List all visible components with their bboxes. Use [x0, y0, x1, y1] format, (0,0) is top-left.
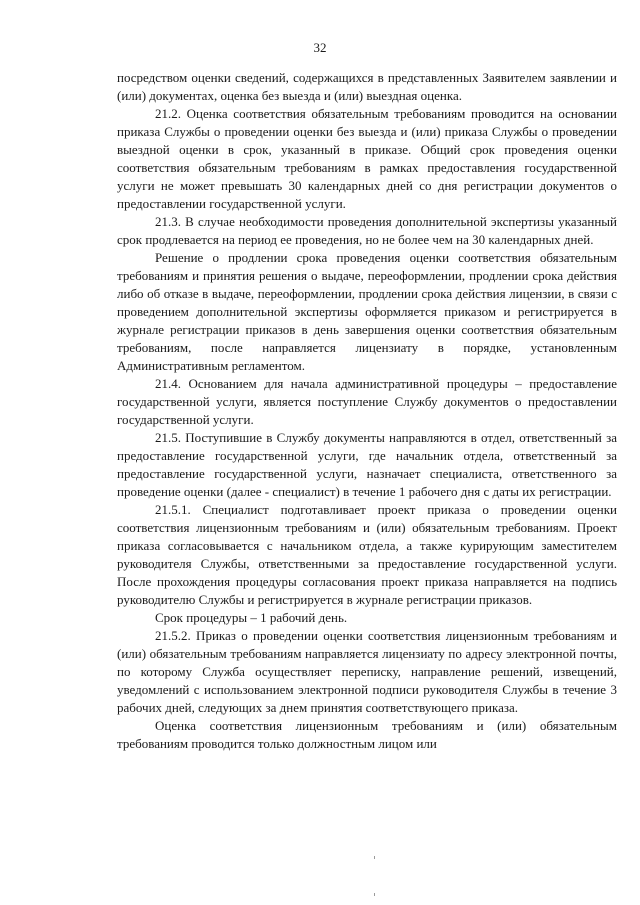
paragraph: Срок процедуры – 1 рабочий день.	[155, 610, 348, 625]
scan-speck	[374, 893, 375, 896]
scan-speck	[374, 856, 375, 859]
document-body	[117, 69, 617, 753]
paragraph: Решение о продлении срока проведения оценки соответствия обязательным требованиям и принятия решения о выдаче, переоформлении, продлении срока действия либо об отказе в выдаче, переоформлении, продлении срока действия лицензии, в связи с проведением дополнительной экспертизы оформляется приказом и регистрируется в журнале регистрации приказов в день завершения оценки соответствия обязательным требованиям, после направляется лицензиату в порядке, установленным Административным регламентом.	[117, 250, 617, 373]
paragraph: 21.5.1. Специалист подготавливает проект приказа о проведении оценки соответствия лицензионным требованиям и (или) обязательным требованиям. Проект приказа согласовывается с начальником отдела, а также курирующим заместителем руководителя Службы, ответственными за предоставление государственной услуги. После прохождения процедуры согласования проект приказа направляется на подпись руководителю Службы и регистрируется в журнале регистрации приказов.	[117, 502, 617, 607]
paragraph: Оценка соответствия лицензионным требованиям и (или) обязательным требованиям проводится только должностным лицом или	[117, 718, 617, 751]
paragraph: посредством оценки сведений, содержащихся в представленных Заявителем заявлении и (или) документах, оценка без выезда и (или) выездная оценка.	[117, 70, 617, 103]
paragraph: 21.4. Основанием для начала административной процедуры – предоставление государственной услуги, является поступление Службу документов о предоставлении государственной услуги.	[117, 376, 617, 427]
paragraph: 21.2. Оценка соответствия обязательным требованиям проводится на основании приказа Службы о проведении оценки без выезда и (или) приказа Службы о проведении выездной оценки в срок, указанный в приказе. Общий срок проведения оценки соответствия обязательным требованиям в рамках предоставления государственной услуги не может превышать 30 календарных дней со дня регистрации документов о предоставлении государственной услуги.	[117, 106, 617, 211]
paragraph: 21.3. В случае необходимости проведения дополнительной экспертизы указанный срок продлевается на период ее проведения, но не более чем на 30 календарных дней.	[117, 214, 617, 247]
page-number: 32	[313, 40, 327, 55]
paragraph: 21.5.2. Приказ о проведении оценки соответствия лицензионным требованиям и (или) обязательным требованиям направляется лицензиату по адресу электронной почты, по которому Служба осуществляет переписку, направление решений, извещений, уведомлений с использованием электронной подписи руководителя Службы в течение 3 рабочих дней, следующих за днем принятия соответствующего приказа.	[117, 628, 617, 715]
paragraph: 21.5. Поступившие в Службу документы направляются в отдел, ответственный за предоставление государственной услуги, где начальник отдела, ответственный за предоставление государственной услуги, назначает специалиста, ответственного за проведение оценки (далее - специалист) в течение 1 рабочего дня с даты их регистрации.	[117, 430, 617, 499]
